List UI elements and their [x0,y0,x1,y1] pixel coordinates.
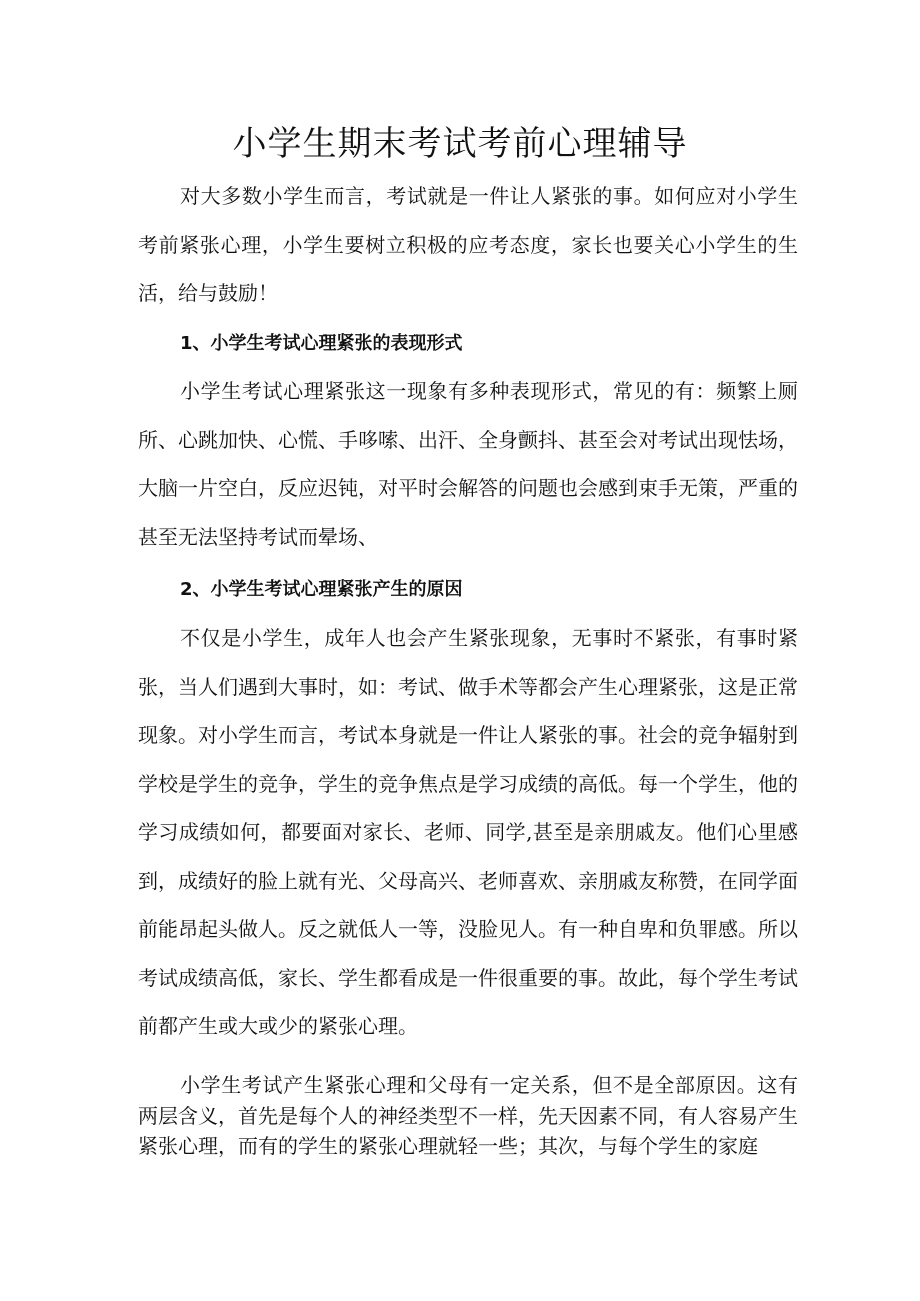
intro-paragraph: 对大多数小学生而言，考试就是一件让人紧张的事。如何应对小学生考前紧张心理，小学生要树立积极的应考态度，家长也要关心小学生的生活，给与鼓励！ [138,184,798,305]
section-heading-1: 1、小学生考试心理紧张的表现形式 [180,333,463,354]
section-heading-2: 2、小学生考试心理紧张产生的原因 [180,579,463,600]
symptoms-paragraph: 小学生考试心理紧张这一现象有多种表现形式，常见的有：频繁上厕所、心跳加快、心慌、手哆嗦、出汗、全身颤抖、甚至会对考试出现怯场，大脑一片空白，反应迟钝，对平时会解答的问题也会感到束手无策，严重的甚至无法坚持考试而晕场、 [138,379,798,549]
parents-paragraph: 小学生考试产生紧张心理和父母有一定关系，但不是全部原因。这有两层含义，首先是每个人的神经类型不一样，先天因素不同，有人容易产生紧张心理，而有的学生的紧张心理就轻一些；其次，与每个学生的家庭 [138,1073,798,1158]
document-title: 小学生期末考试考前心理辅导 [232,124,688,164]
causes-paragraph: 不仅是小学生，成年人也会产生紧张现象，无事时不紧张，有事时紧张，当人们遇到大事时，如：考试、做手术等都会产生心理紧张，这是正常现象。对小学生而言，考试本身就是一件让人紧张的事。社会的竞争辐射到学校是学生的竞争，学生的竞争焦点是学习成绩的高低。每一个学生，他的学习成绩如何，都要面对家长、老师、同学,甚至是亲朋戚友。他们心里感到，成绩好的脸上就有光、父母高兴、老师喜欢、亲朋戚友称赞，在同学面前能昂起头做人。反之就低人一等，没脸见人。有一种自卑和负罪感。所以考试成绩高低，家长、学生都看成是一件很重要的事。故此，每个学生考试前都产生或大或少的紧张心理。 [138,626,798,1038]
